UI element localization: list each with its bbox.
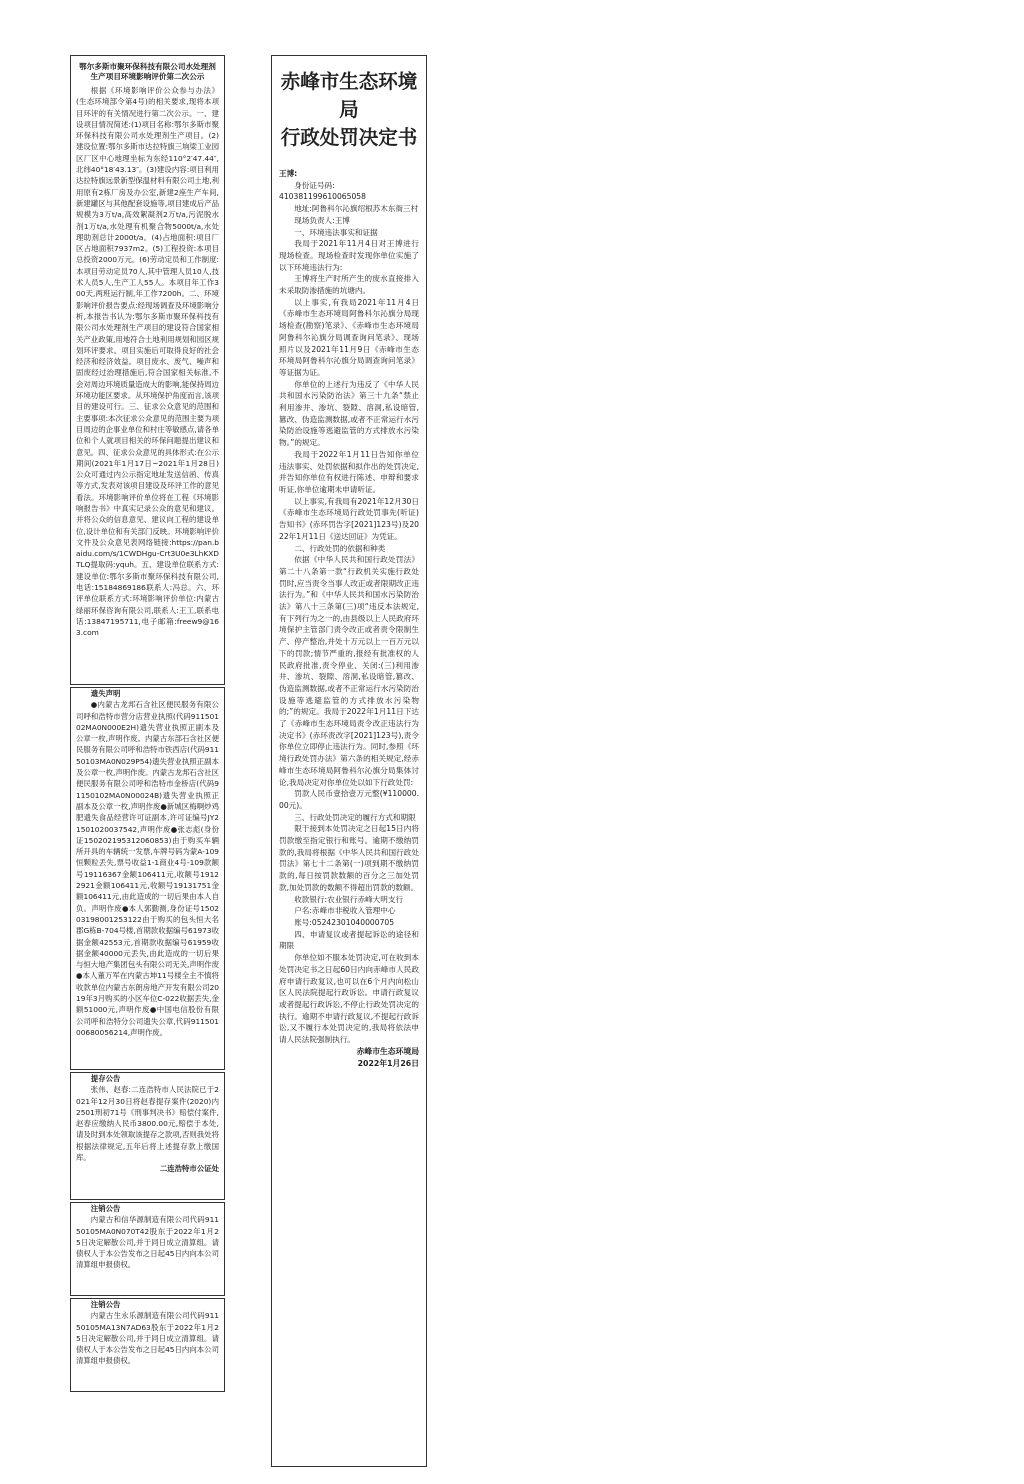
dissolution-notice-1-heading: 注销公告: [90, 1204, 121, 1213]
account-name: 户名:赤峰市非税收入管理中心: [294, 906, 396, 916]
penalty-amount: 罚款人民币壹拾壹万元整(¥110000.00元)。: [279, 789, 419, 810]
account-number: 账号:05242301040000705: [294, 918, 395, 927]
loss-statement-heading: 遗失声明: [90, 689, 121, 698]
deposit-notice-signature: 二连浩特市公证处: [159, 1164, 219, 1174]
paragraph: 你单位的上述行为违反了《中华人民共和国水污染防治法》第三十九条“禁止利用渗井、渗坑、裂隙、溶洞,私设暗管,篡改、伪造监测数据,或者不正常运行水污染防治设施等逃避监管的方式排放水污染物。”的规定。: [279, 379, 419, 448]
paragraph: 我局于2022年1月11日告知你单位违法事实、处罚依据和拟作出的处罚决定,并告知你单位有权进行陈述、申辩和要求听证,你单位逾期未申请听证。: [279, 449, 419, 494]
deposit-notice: [70, 1072, 225, 1200]
penalty-decision: [271, 55, 427, 1467]
addressee: 王博:: [279, 169, 298, 178]
loss-statement: [70, 687, 225, 1070]
dissolution-notice-2-heading: 注销公告: [90, 1300, 121, 1309]
site-person: 现场负责人:王博: [294, 215, 350, 225]
address: 地址:阿鲁科尔沁旗绍根苏木东衙三村: [294, 204, 419, 214]
dissolution-notice-1-body: 内蒙古和信华源制造有限公司代码91150105MA0N070T42股东于2022年1月25日决定解散公司,并于同日成立清算组。请债权人于本公告发布之日起45日内向本公司清算组申报债权。: [76, 1215, 219, 1270]
section-2-heading: 二、行政处罚的依据和种类: [294, 543, 386, 553]
loss-statement-body: ●内蒙古龙邦石含社区便民服务有限公司呼和浩特市营分店营业执照(代码91150102MA0N000E2H)遗失营业执照正副本及公章一枚,声明作废。内蒙古东部石含社区便民服务有限公司呼和浩特市铁西店(代码91150103MA0N029P54)遗失营业执照正副本及公章一枚,声明作废。内蒙古龙邦石含社区便民服务有限公司呼和浩特市金桥店(代码91150102MA0N00024B)遗失营业执照正副本及公章一枚,声明作废●新城区梅啊炒鸡肥遗失食品经营许可证副本,许可证编号JY21501020037542,声明作废●张志彪(身份证150202195312060853)由于购买车辆所开具的车辆统一发票,车牌号码为蒙A-109恒颗粒丢失,票号收益1-1商业4号-109款额号19116367金额106411元,收额号19122921金额106411元,收额号19131751金额106411元,由此造成的一切后果由本人自负。声明作废●本人郭勤测,身份证号150203198001253122由于购买的包头恒大名郡G栋B-704号楼,首期款收据编号61973收据金额42553元,首期款收据编号61959收据金额40000元丢失,由此造成的一切后果与恒大地产集团包头有限公司无关,声明作废●本人董万军在内蒙古坤11号楼全主不慎将收款单位内蒙古东朗房地产开发有限公司2019年3月购买的小区车位C-022收据丢失,金额51000元,声明作废●中国电信股份有限公司呼和浩特分公司遗失公章,代码91150100680056214,声明作废。: [76, 700, 219, 1037]
issue-date: 2022年1月26日: [357, 1058, 419, 1068]
eia-notice: [70, 55, 225, 685]
deposit-notice-body: 张伟、赵春:二连浩特市人民法院已于2021年12月30日将赵春提存案件(2020)内2501刑初71号《刑事判决书》赔偿付案件,赵春应缴纳人民币3800.00元,赔偿于本处,请及时到本处领取该提存之款项,否则我处将根据法律规定,五年后将上述提存款上缴国库。: [76, 1085, 219, 1163]
paragraph: 我局于2021年11月4日对王博进行现场检查。现场检查时发现你单位实施了以下环境违法行为:: [279, 239, 419, 272]
deposit-notice-heading: 提存公告: [90, 1074, 121, 1083]
right-column: [271, 55, 427, 1467]
dissolution-notice-2-body: 内蒙古生永乐源制造有限公司代码91150105MA13N7AD63股东于2022年1月25日决定解散公司,并于同日成立清算组。请债权人于本公告发布之日起45日内向本公司清算组申报债权。: [76, 1311, 219, 1366]
penalty-decision-title: [279, 68, 419, 152]
paragraph: 限于接到本处罚决定之日起15日内将罚款缴至指定银行和账号。逾期不缴纳罚款的,我局将根据《中华人民共和国行政处罚法》第七十二条第(一)项到期不缴纳罚款的,每日按罚款数额的百分之三加处罚款,加处罚款的数额不得超出罚款的数额。: [279, 824, 419, 892]
paragraph: 依据《中华人民共和国行政处罚法》第二十八条第一款“行政机关实施行政处罚时,应当责令当事人改正或者限期改正违法行为。”和《中华人民共和国水污染防治法》第八十三条第(三)项“违反本法规定,有下列行为之一的,由县级以上人民政府环境保护主管部门责令改正或者责令限制生产、停产整治,并处十万元以上一百万元以下的罚款;情节严重的,报经有批准权的人民政府批准,责令停业、关闭:(三)利用渗井、渗坑、裂隙、溶洞,私设暗管,篡改、伪造监测数据,或者不正常运行水污染防治设施等逃避监管的方式排放水污染物的;”的规定。我局于2022年1月11日下达了《赤峰市生态环境局责令改正违法行为决定书》(赤环责改字[2021]123号),责令你单位立即停止违法行为。同时,参照《环境行政处罚办法》第六条的相关规定,经赤峰市生态环境局阿鲁科尔沁旗分局集体讨论,我局决定对你单位处以如下行政处罚:: [279, 555, 419, 787]
title-line-1: 赤峰市生态环境局: [280, 70, 418, 121]
section-3-heading: 三、行政处罚决定的履行方式和期限: [294, 812, 416, 822]
paragraph: 你单位如不服本处罚决定,可在收到本处罚决定书之日起60日内向赤峰市人民政府申请行政复议,也可以在6个月内向松山区人民法院提起行政诉讼。申请行政复议或者提起行政诉讼,不停止行政处罚决定的执行。逾期不申请行政复议,不提起行政诉讼,又不履行本处罚决定的,我局将依法申请人民法院强制执行。: [279, 953, 419, 1045]
section-4-heading: 四、申请复议或者提起诉讼的途径和期限: [279, 929, 419, 951]
dissolution-notice-1: [70, 1202, 225, 1296]
issuer-signature: 赤峰市生态环境局: [356, 1046, 419, 1056]
eia-notice-title: 鄂尔多斯市聚环保科技有限公司水处理剂生产项目环境影响评价第二次公示: [79, 62, 216, 81]
id-number: 410381199610065058: [279, 192, 366, 202]
paragraph: 以上事实,有我局有2021年12月30日《赤峰市生态环境局行政处罚事先(听证)告知书》(赤环罚告字[2021]123号)及2022年1月11日《送达回证》为凭证。: [279, 496, 419, 541]
dissolution-notice-2: [70, 1298, 225, 1392]
left-column: [70, 55, 225, 1392]
paragraph: 以上事实,有我局2021年11月4日《赤峰市生态环境局阿鲁科尔沁旗分局现场检查(勘察)笔录》、《赤峰市生态环境局阿鲁科尔沁旗分局调查询问笔录》、现场照片以及2021年11月9日《赤峰市生态环境局阿鲁科尔沁旗分局调查询问笔录》等证据为证。: [279, 297, 419, 377]
eia-notice-body: 根据《环境影响评价公众参与办法》(生态环境部令第4号)的相关要求,现将本项目环评的有关情况进行第二次公示。一、建设项目情况简述:(1)项目名称:鄂尔多斯市聚环保科技有限公司水处理剂生产项目。(2)建设位置:鄂尔多斯市达拉特旗三垧梁工业园区厂区中心地理坐标为东经110°2′47.44″,北纬40°18′43.13″。(3)建设内容:项目利用达拉特旗远景新型保温材料有限公司土地,利用原有2栋厂房及办公室,新建2座生产车间,新建罐区与其他配套设施等,项目建成后产品规模为3万t/a,高效絮凝剂2万t/a,污泥脱水剂1万t/a,水处理有机聚合物5000t/a,水处理助剂总计2000t/a。(4)占地面积:项目厂区占地面积7937m2。(5)工程投资:本项目总投资2000万元。(6)劳动定员和工作制度:本项目劳动定员70人,其中管理人员10人,技术人员5人,生产工人55人。本项目年工作300天,两班运行制,年工作7200h。二、环境影响评价报告要点:经现场调查及环境影响分析,本报告书认为:鄂尔多斯市聚环保科技有限公司水处理剂生产项目的建设符合国家相关产业政策,用地符合土地利用规划和园区规划环评要求。项目实施后可取得良好的社会经济和经济效益。项目废水、废气、噪声和固废经过治理措施后,符合国家相关标准,不会对周边环境质量造成大的影响,能保持周边环境功能区要求。从环境保护角度而言,该项目的建设可行。三、征求公众意见的范围和主要事项:本次征求公众意见的范围主要为项目周边的企事业单位和村庄等敏感点,请各单位和个人就项目相关的环保问题提出建议和意见。四、征求公众意见的具体形式:在公示期间(2021年1月17日~2021年1月28日)公众可通过内公示指定地址发送信函、传真等方式,发表对该项目建设及环评工作的意见看法。环境影响评价单位将在工程《环境影响报告书》中真实记录公众的意见和建议。并将公众的信息意见、建议向工程的建设单位,设计单位和有关部门反映。环境影响评价文件及公众意见表网络链接:https://pan.baidu.com/s/1CWDHgu-Crt3U0e3LhKXDTLQ提取码:yquh。五、建设单位联系方式:建设单位:鄂尔多斯市聚环保科技有限公司,电话:15184869186联系人:冯总。六、环评单位联系方式:环境影响评价单位:内蒙古绿丽环保咨询有限公司,联系人:王工,联系电话:13847195711,电子邮箱:freew9@163.com: [76, 86, 219, 638]
section-1-heading: 一、环境违法事实和证据: [294, 227, 378, 237]
bank: 收款银行:农业银行赤峰大明支行: [294, 894, 404, 904]
id-label: 身份证号码:: [294, 180, 335, 190]
paragraph: 王博将生产时所产生的废水直接排入未采取防渗措施的坑塘内。: [279, 274, 419, 296]
title-line-2: 行政处罚决定书: [280, 126, 418, 149]
